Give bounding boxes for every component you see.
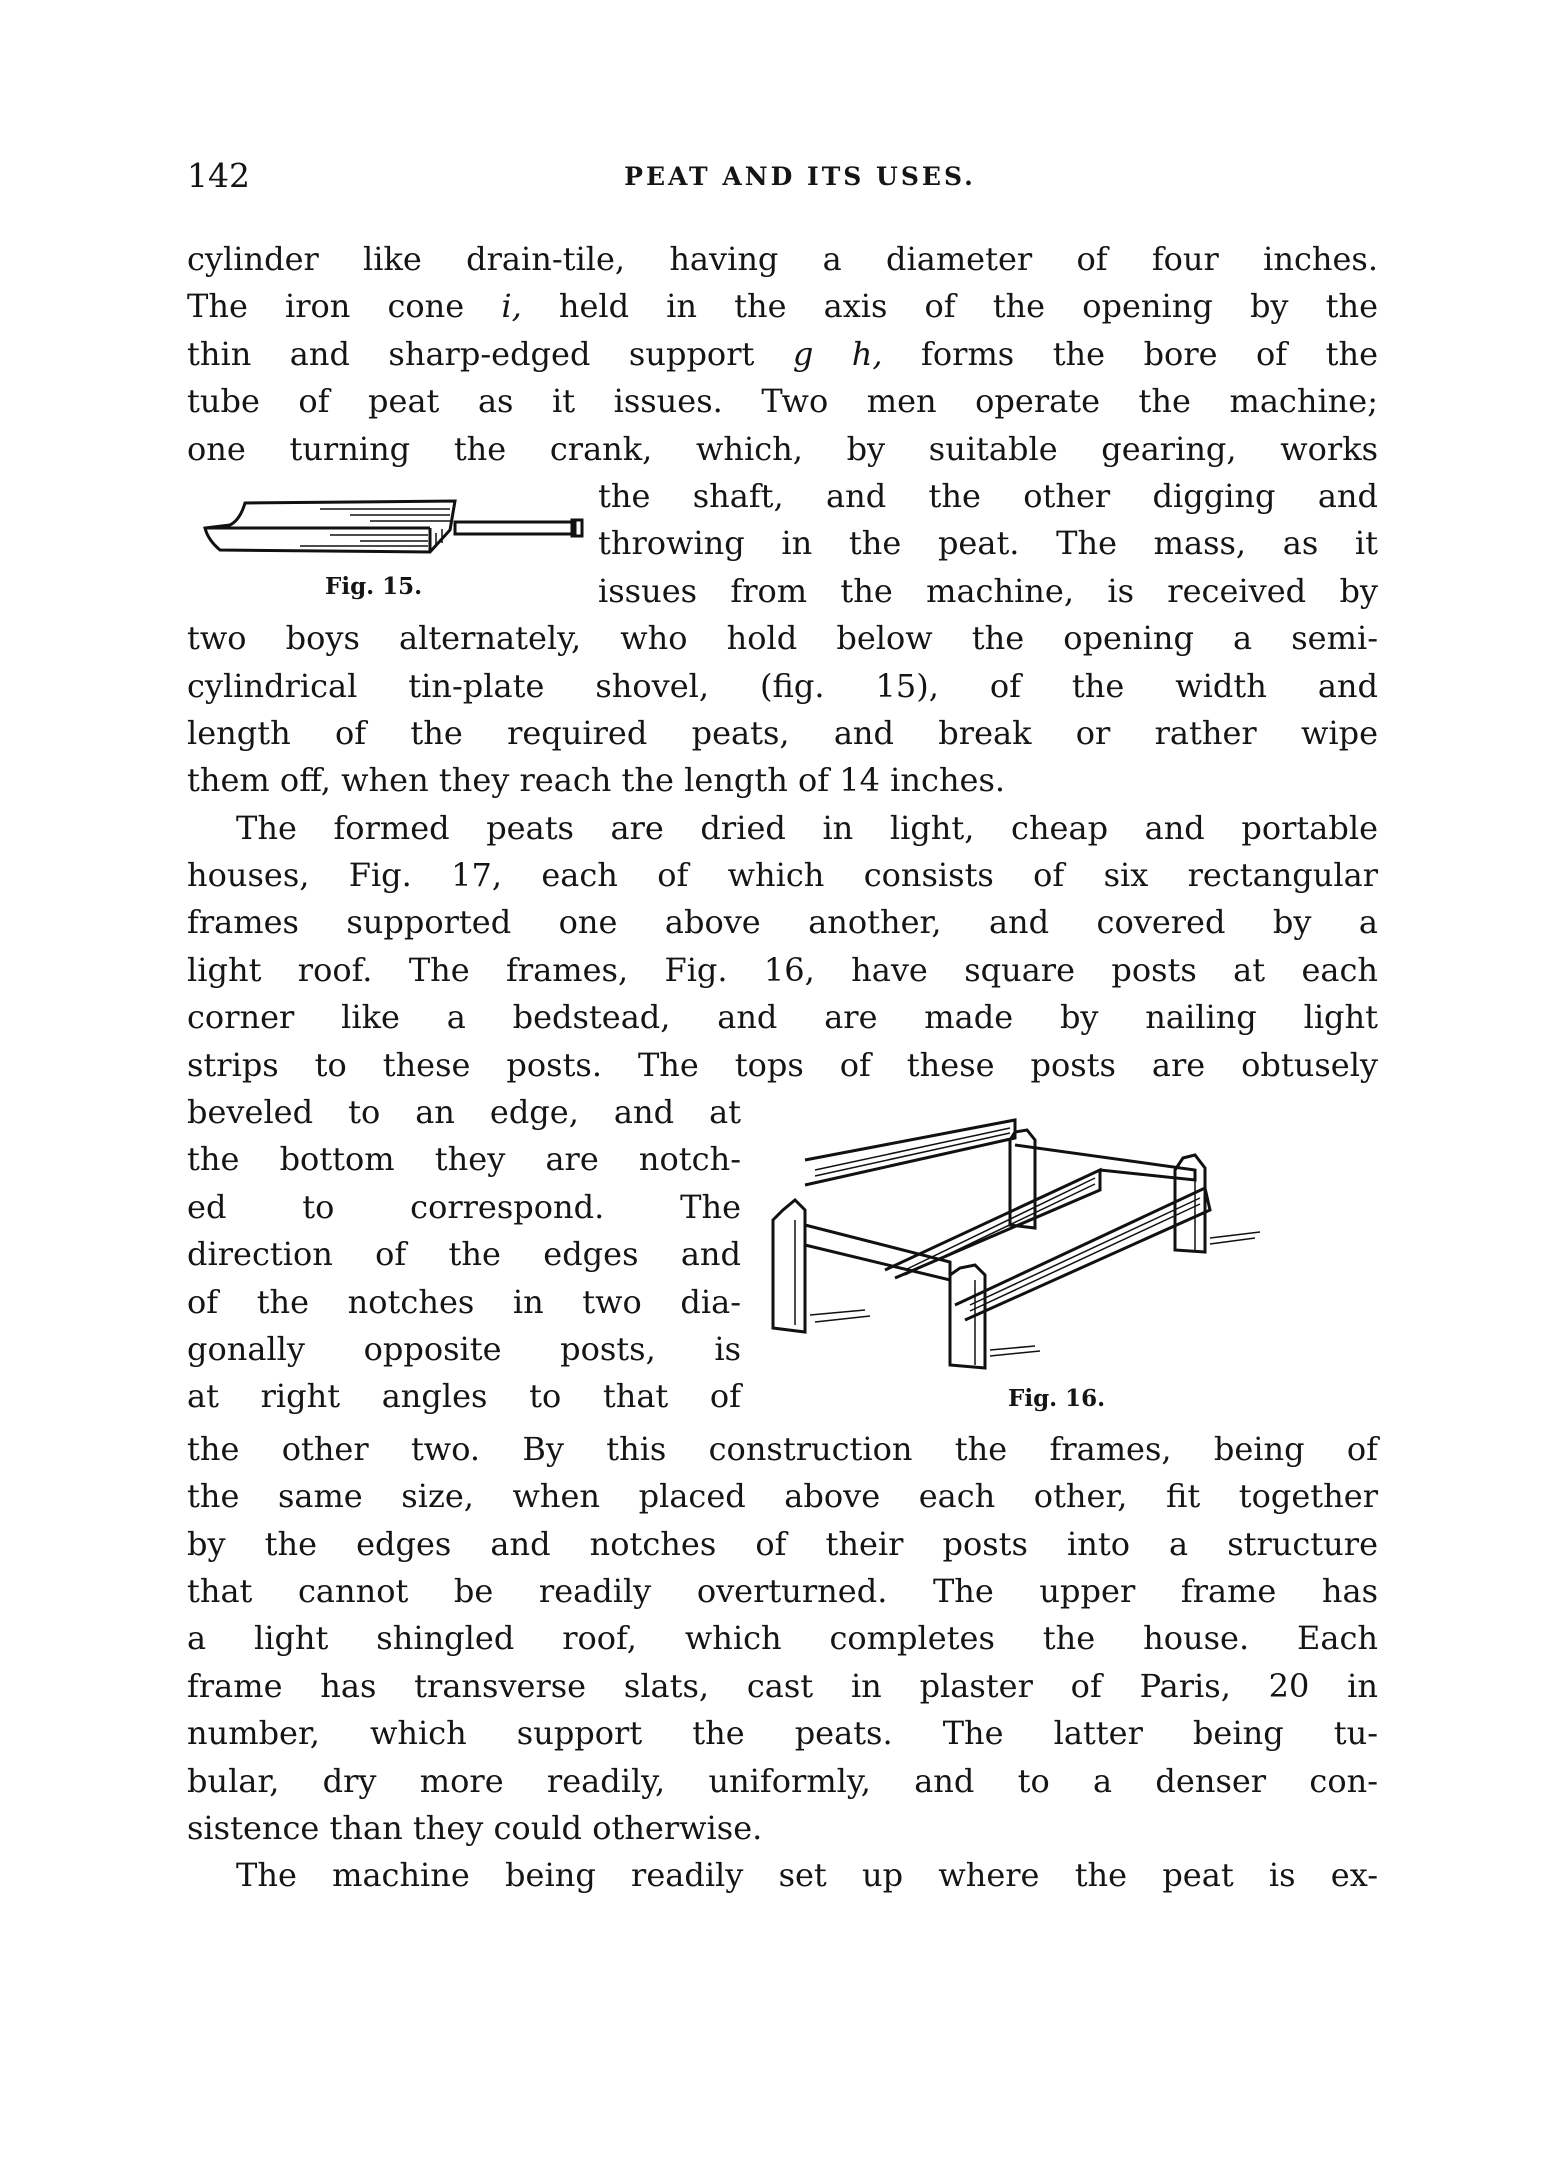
shovel-illustration	[200, 495, 590, 565]
frame-illustration	[755, 1110, 1395, 1380]
text-line: of the notches in two dia-	[187, 1282, 741, 1321]
text-line: tube of peat as it issues. Two men operate the machine;	[187, 382, 1378, 421]
running-title: PEAT AND ITS USES.	[624, 162, 976, 191]
text-line: cylindrical tin-plate shovel, (fig. 15), of the width and	[187, 666, 1378, 705]
text-line: one turning the crank, which, by suitable gearing, works	[187, 429, 1378, 468]
text-line: the bottom they are notch-	[187, 1140, 741, 1179]
text-line: at right angles to that of	[187, 1377, 741, 1416]
text-line: direction of the edges and	[187, 1235, 741, 1274]
text-line: The formed peats are dried in light, cheap and portable	[236, 808, 1378, 847]
text-line: number, which support the peats. The latter being tu-	[187, 1714, 1378, 1753]
body-text	[187, 236, 1378, 1900]
text-line: frame has transverse slats, cast in plaster of Paris, 20 in	[187, 1666, 1378, 1705]
text-line: throwing in the peat. The mass, as it	[598, 524, 1378, 563]
figure-16-caption: Fig. 16.	[1008, 1385, 1106, 1412]
text-line: the same size, when placed above each other, fit together	[187, 1477, 1378, 1516]
text-line: light roof. The frames, Fig. 16, have square posts at each	[187, 950, 1378, 989]
text-line: them off, when they reach the length of 14 inches.	[187, 761, 1006, 800]
text-line: bular, dry more readily, uniformly, and to a denser con-	[187, 1761, 1378, 1800]
text-line: length of the required peats, and break or rather wipe	[187, 713, 1378, 752]
text-line: houses, Fig. 17, each of which consists of six rectangular	[187, 856, 1378, 895]
text-line: strips to these posts. The tops of these posts are obtusely	[187, 1045, 1378, 1084]
text-line: cylinder like drain-tile, having a diameter of four inches.	[187, 240, 1378, 278]
text-line: The iron cone i, held in the axis of the opening by the	[187, 287, 1379, 326]
text-line: frames supported one above another, and covered by a	[187, 903, 1378, 942]
page-number: 142	[187, 156, 250, 195]
text-line: sistence than they could otherwise.	[187, 1808, 763, 1847]
text-line: ed to correspond. The	[187, 1187, 741, 1226]
text-line: that cannot be readily overturned. The upper frame has	[187, 1571, 1378, 1610]
text-line: The machine being readily set up where the peat is ex-	[236, 1856, 1378, 1895]
text-line: a light shingled roof, which completes the house. Each	[187, 1619, 1378, 1658]
text-line: the other two. By this construction the frames, being of	[187, 1429, 1378, 1468]
text-line: thin and sharp-edged support g h, forms the bore of the	[187, 334, 1379, 373]
text-line: beveled to an edge, and at	[187, 1093, 741, 1132]
text-line: corner like a bedstead, and are made by nailing light	[187, 998, 1378, 1037]
text-line: gonally opposite posts, is	[187, 1329, 741, 1368]
figure-15-caption: Fig. 15.	[325, 573, 423, 600]
text-line: by the edges and notches of their posts into a structure	[187, 1524, 1378, 1563]
text-line: issues from the machine, is received by	[598, 571, 1378, 610]
text-line: the shaft, and the other digging and	[598, 476, 1378, 515]
text-line: two boys alternately, who hold below the opening a semi-	[187, 619, 1378, 658]
